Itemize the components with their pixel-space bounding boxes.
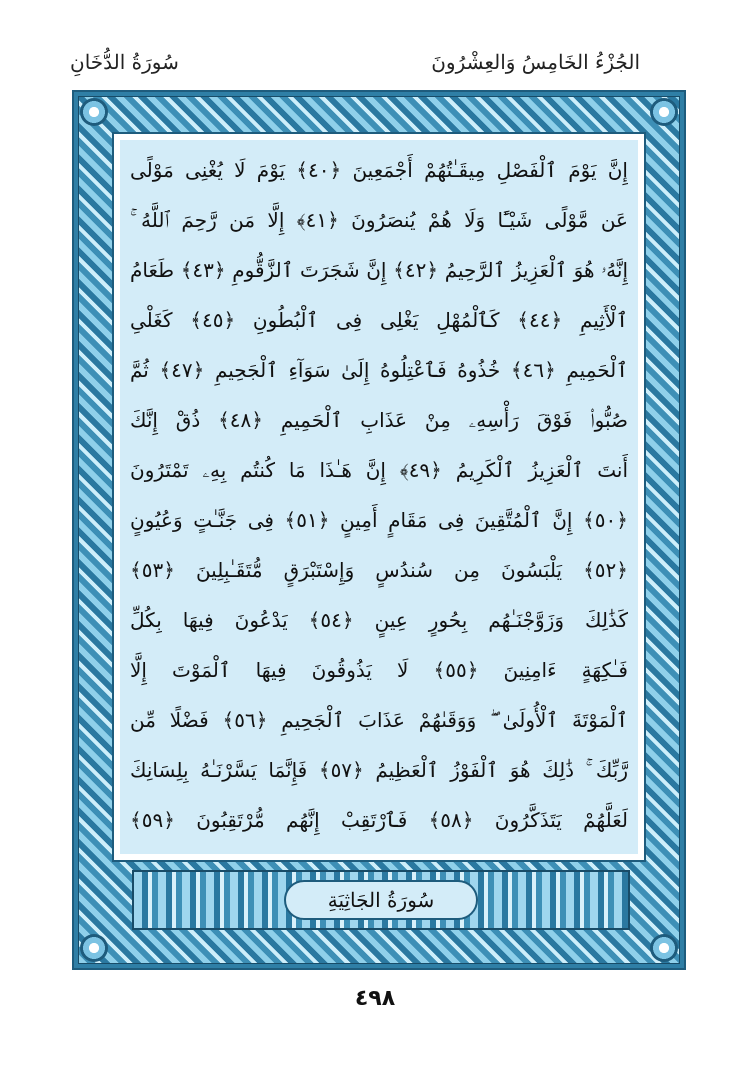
verse-line: كَذَٰلِكَ وَزَوَّجْنَـٰهُم بِحُورٍ عِينٍ ﴿٥٤﴾ يَدْعُونَ فِيهَا بِكُلِّ [130,608,628,632]
verse-line: رَّبِّكَ ۚ ذَٰلِكَ هُوَ ٱلْفَوْزُ ٱلْعَظِيمُ ﴿٥٧﴾ فَإِنَّمَا يَسَّرْنَـٰهُ بِلِسَانِكَ [130,758,628,782]
ornamental-frame [72,90,686,970]
page-header [0,50,750,86]
corner-ornament-icon [80,934,108,962]
text-panel [112,132,646,862]
verse-line: إِنَّ يَوْمَ ٱلْفَصْلِ مِيقَـٰتُهُمْ أَجْمَعِينَ ﴿٤٠﴾ يَوْمَ لَا يُغْنِى مَوْلًى [130,158,628,182]
verse-line: ﴿٥٢﴾ يَلْبَسُونَ مِن سُندُسٍ وَإِسْتَبْرَقٍ مُّتَقَـٰبِلِينَ ﴿٥٣﴾ [130,558,628,582]
next-surah-title: سُورَةُ الجَاثِيَةِ [284,880,478,920]
verse-line: لَعَلَّهُمْ يَتَذَكَّرُونَ ﴿٥٨﴾ فَٱرْتَقِبْ إِنَّهُم مُّرْتَقِبُونَ ﴿٥٩﴾ [130,808,628,832]
verse-line: فَـٰكِهَةٍ ءَامِنِينَ ﴿٥٥﴾ لَا يَذُوقُونَ فِيهَا ٱلْمَوْتَ إِلَّا [130,658,628,682]
verse-line: ﴿٥٠﴾ إِنَّ ٱلْمُتَّقِينَ فِى مَقَامٍ أَمِينٍ ﴿٥١﴾ فِى جَنَّـٰتٍ وَعُيُونٍ [130,508,628,532]
verse-line: إِنَّهُۥ هُوَ ٱلْعَزِيزُ ٱلرَّحِيمُ ﴿٤٢﴾ إِنَّ شَجَرَتَ ٱلزَّقُّومِ ﴿٤٣﴾ طَعَامُ [130,258,628,282]
verse-line: أَنتَ ٱلْعَزِيزُ ٱلْكَرِيمُ ﴿٤٩﴾ إِنَّ هَـٰذَا مَا كُنتُم بِهِۦ تَمْتَرُونَ [130,458,628,482]
page-number: ٤٩٨ [354,986,396,1011]
corner-ornament-icon [650,934,678,962]
verse-line: ٱلْمَوْتَةَ ٱلْأُولَىٰ ۖ وَوَقَىٰهُمْ عَذَابَ ٱلْجَحِيمِ ﴿٥٦﴾ فَضْلًا مِّن [130,708,628,732]
verse-area [120,140,638,854]
verse-line: ٱلْأَثِيمِ ﴿٤٤﴾ كَٱلْمُهْلِ يَغْلِى فِى ٱلْبُطُونِ ﴿٤٥﴾ كَغَلْىِ [130,308,628,332]
verse-line: عَن مَّوْلًى شَيْـًٔا وَلَا هُمْ يُنصَرُونَ ﴿٤١﴾ إِلَّا مَن رَّحِمَ ٱللَّهُ ۚ [130,208,628,232]
juz-title: الجُزْءُ الخَامِسُ وَالعِشْرُونَ [431,50,640,74]
verse-line: ٱلْحَمِيمِ ﴿٤٦﴾ خُذُوهُ فَٱعْتِلُوهُ إِلَىٰ سَوَآءِ ٱلْجَحِيمِ ﴿٤٧﴾ ثُمَّ [130,358,628,382]
surah-header-banner [132,870,630,930]
corner-ornament-icon [80,98,108,126]
corner-ornament-icon [650,98,678,126]
verse-line: صُبُّوا۟ فَوْقَ رَأْسِهِۦ مِنْ عَذَابِ ٱلْحَمِيمِ ﴿٤٨﴾ ذُقْ إِنَّكَ [130,408,628,432]
surah-title: سُورَةُ الدُّخَانِ [70,50,179,74]
